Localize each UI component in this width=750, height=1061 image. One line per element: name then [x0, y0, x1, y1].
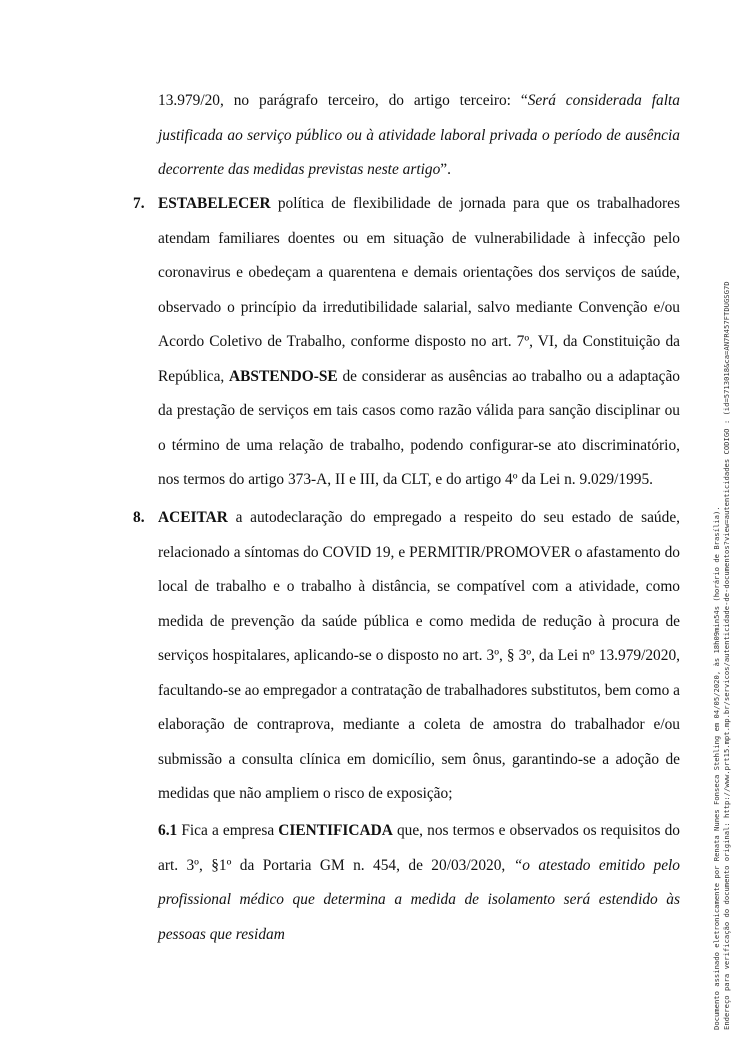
- item-7-verb-2: ABSTENDO-SE: [229, 367, 338, 385]
- intro-quote: Será considerada falta justificada ao serviço público ou à atividade laboral privada o período de ausência decorrente das medidas previstas neste artigo: [158, 92, 680, 178]
- subitem-quote: “o atestado emitido pelo profissional médico que determina a medida de isolamento será estendido às pessoas que residam: [158, 856, 680, 943]
- item-7-text-2: de considerar as ausências ao trabalho ou a adaptação da prestação de serviços em tais casos como razão válida para sanção disciplinar ou o término de uma relação de trabalho, podendo configurar-se ato discriminatório, nos termos do artigo 373-A, II e III, da CLT, e do artigo 4º da Lei n. 9.029/1995.: [158, 367, 680, 488]
- item-8-number: 8.: [133, 509, 145, 526]
- item-7-text-1: política de flexibilidade de jornada para que os trabalhadores atendam familiares doentes ou em situação de vulnerabilidade à infecção pelo coronavirus e obedeçam a quarentena e demais orientações dos serviços de saúde, observado o princípio da irredutibilidade salarial, salvo mediante Convenção e/ou Acordo Coletivo de Trabalho, conforme disposto no art. 7º, VI, da Constituição da República,: [158, 195, 680, 385]
- subitem-6-1: [158, 814, 680, 952]
- item-8-text: a autodeclaração do empregado a respeito do seu estado de saúde, relacionado a síntomas do COVID 19, e PERMITIR/PROMOVER o afastamento do local de trabalho e o trabalho à distância, se compatível com a atividade, como medida de prevenção da saúde pública e como medida de redução à procura de serviços hospitalares, aplicando-se o disposto no art. 3º, § 3º, da Lei nº 13.979/2020, facultando-se ao empregador a contratação de trabalhadores substitutos, bem como a elaboração de contraprova, mediante a coleta de amostra do trabalhador e/ou submissão a consulta clínica em domicílio, sem ônus, garantindo-se a adoção de medidas que não ampliem o risco de exposição;: [158, 509, 680, 802]
- intro-lead: 13.979/20, no parágrafo terceiro, do artigo terceiro: “: [158, 92, 528, 109]
- item-7-number: 7.: [133, 195, 145, 212]
- subitem-text-2: que, nos termos e observados os requisitos do art. 3º, §1º da Portaria GM n. 454, de 20/03/2020,: [158, 822, 680, 874]
- intro-tail: ”.: [440, 161, 451, 178]
- subitem-bold: CIENTIFICADA: [278, 822, 393, 839]
- subitem-text-1: Fica a empresa: [177, 822, 279, 839]
- item-8-verb: ACEITAR: [158, 509, 228, 526]
- signature-margin-note: [712, 30, 732, 1030]
- margin-line-2: Endereço para verificação do documento original: http://www.prt15.mpt.mp.br/servicos/autenticidade-de-documentos?view=autenticidades CODIGO : (id=5713018&ca=AN7R457FTDUGSG7D: [722, 281, 731, 1030]
- intro-paragraph: [158, 84, 680, 188]
- list-item-8: [133, 501, 680, 812]
- margin-line-1: Documento assinado eletronicamente por Renata Nunes Fonseca Stehling em 04/05/2020, às 18h09min54s (horário de Brasília).: [712, 506, 721, 1030]
- subitem-number: 6.1: [158, 822, 178, 839]
- list-item-7: [133, 187, 680, 498]
- item-7-verb: ESTABELECER: [158, 195, 271, 212]
